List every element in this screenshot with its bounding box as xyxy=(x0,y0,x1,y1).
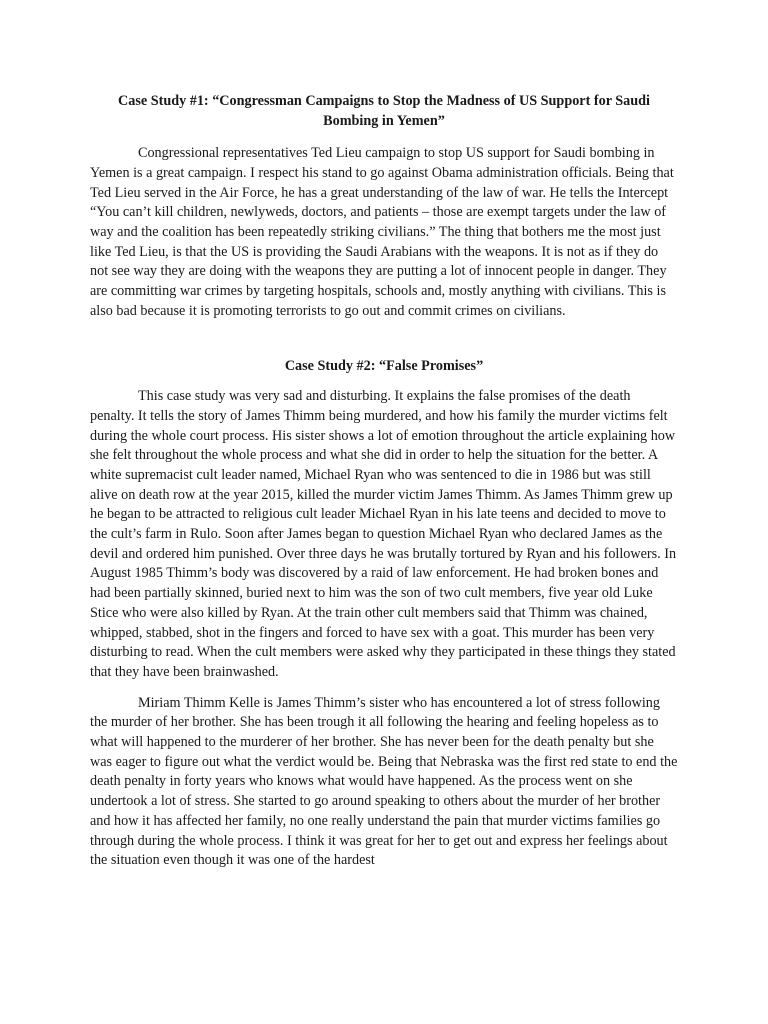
case-study-1-heading: Case Study #1: “Congressman Campaigns to Stop the Madness of US Support for Saudi Bombing in Yemen” xyxy=(118,93,650,129)
case-study-2-heading: Case Study #2: “False Promises” xyxy=(284,357,484,374)
case-study-2-paragraph-2: Miriam Thimm Kelle is James Thimm’s sister who has encountered a lot of stress following the murder of her brother. She has been trough it all following the hearing and feeling hopeless as to what will happened to the murderer of her brother. She has never been for the death penalty but she was eager to figure out what the verdict would be. Being that Nebraska was the first red state to end the death penalty in forty years who knows what would have happened. As the process went on she undertook a lot of stress. She started to go around speaking to others about the murder of her brother and how it has affected her family, no one really understand the pain that murder victims families go through during the whole process. I think it was great for her to get out and express her feelings about the situation even though it was one of the hardest xyxy=(90,694,678,869)
document-page xyxy=(90,92,678,871)
case-study-2-paragraph-1: This case study was very sad and disturbing. It explains the false promises of the death penalty. It tells the story of James Thimm being murdered, and how his family the murder victims felt during the whole court process. His sister shows a lot of emotion throughout the article explaining how she felt throughout the whole process and what she did in order to help the situation for the better. A white supremacist cult leader named, Michael Ryan who was sentenced to die in 1986 but was still alive on death row at the year 2015, killed the murder victim James Thimm. As James Thimm grew up he began to be attracted to religious cult leader Michael Ryan in his late teens and decided to move to the cult’s farm in Rulo. Soon after James began to question Michael Ryan who declared James as the devil and ordered him punished. Over three days he was brutally tortured by Ryan and his followers. In August 1985 Thimm’s body was discovered by a raid of law enforcement. He had broken bones and had been partially skinned, buried next to him was the son of two cult members, five year old Luke Stice who were also killed by Ryan. At the train other cult members said that Thimm was chained, whipped, stabbed, shot in the fingers and forced to have sex with a goat. This murder has been very disturbing to read. When the cult members were asked why they participated in these things they stated that they have been brainwashed. xyxy=(90,388,677,680)
case-study-1-paragraph: Congressional representatives Ted Lieu campaign to stop US support for Saudi bombing in Yemen is a great campaign. I respect his stand to go against Obama administration officials. Being that Ted Lieu served in the Air Force, he has a great understanding of the law of war. He tells the Intercept “You can’t kill children, newlyweds, doctors, and patients – those are exempt targets under the law of way and the coalition has been repeatedly striking civilians.” The thing that bothers me the most just like Ted Lieu, is that the US is providing the Saudi Arabians with the weapons. It is not as if they do not see way they are doing with the weapons they are putting a lot of innocent people in danger. They are committing war crimes by targeting hospitals, schools and, mostly anything with civilians. This is also bad because it is promoting terrorists to go out and commit crimes on civilians. xyxy=(90,145,674,319)
